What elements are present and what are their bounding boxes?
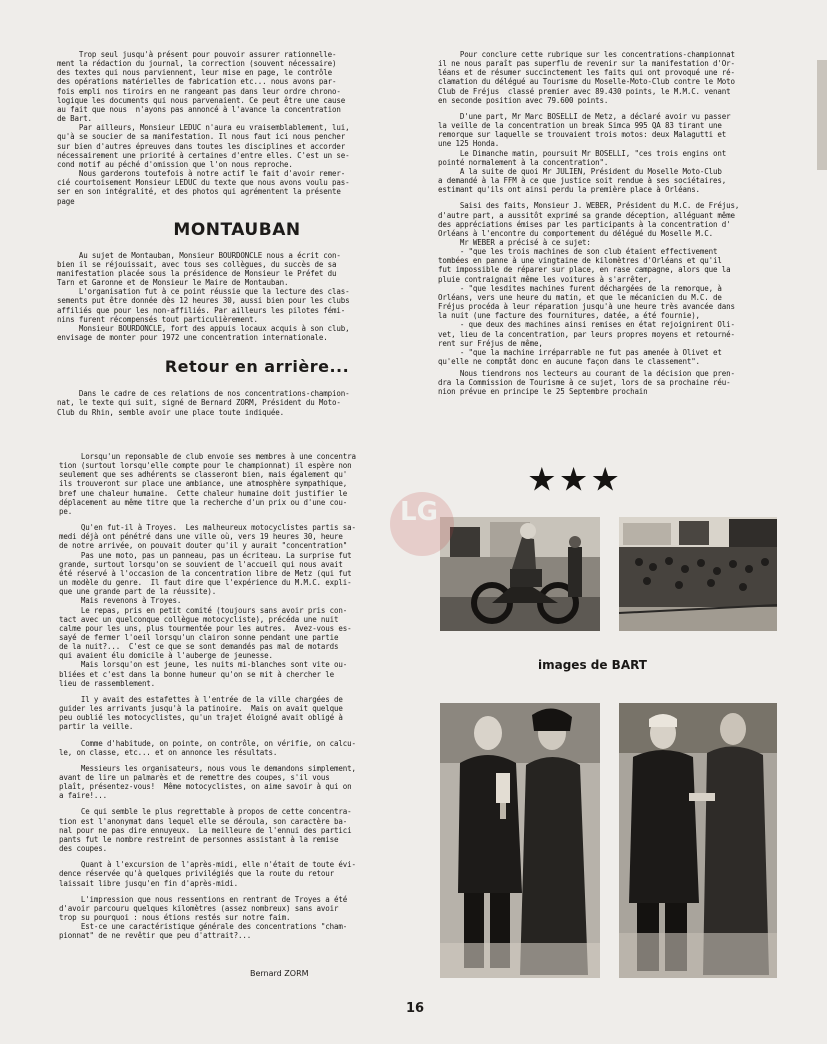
- zorm-paragraph: Le repas, pris en petit comité (toujours sans avoir pris con- tact avec un quelconque collègue motocycliste), précéda une nuit calme pour les uns, plus tourmentée pour les autres. Avez-vous es- sayé de fermer l'oeil lorsqu'un clairon sonne pendant une partie de la nuit?... C'est ce que se sont demandés pas mal de motards qui avaient élu domicile à l'auberge de jeunesse.: [59, 605, 352, 661]
- intro-paragraph-1: Trop seul jusqu'à présent pour pouvoir assurer rationnelle- ment la rédaction du journal, la correction (souvent nécessaire) des textes qui nous parviennent, leur mise en page, le contrôle des opérations matérielles de fabrication etc... nous avons par- fois empli nos tiroirs en ne rangeant pas dans leur ordre chrono- logique les documents qui nous parvenaient. Ce peut être une cause au fait que nous n'ayons pas annoncé à l'avance la concentration de Bart.: [57, 50, 346, 124]
- intro-paragraph-2: Par ailleurs, Monsieur LEDUC n'aura eu vraisemblablement, lui, qu'à se soucier de sa manifestation. Il nous faut ici nous pencher sur bien d'autres épreuves dans toutes les disciplines et accorder nécessairement une priorité à certaines d'entre elles. C'est un se- cond motif au péché d'omission que l'on nous reproche.: [57, 123, 350, 169]
- retour-title: Retour en arrière...: [164, 357, 350, 377]
- photo-caption: images de BART: [538, 658, 647, 672]
- photo-handshake: [619, 703, 777, 978]
- zorm-paragraph: Mais revenons à Troyes.: [59, 596, 182, 606]
- zorm-article: [59, 452, 409, 941]
- star-icon: ★★★: [528, 448, 624, 502]
- photo-crowd: [619, 517, 777, 631]
- right-paragraph: Saisi des faits, Monsieur J. WEBER, Président du M.C. de Fréjus, d'autre part, a aussitôt exprimé sa grande déception, alléguant même des appréciations émises par les participants à la concentration d' Orléans à l'encontre du comportement du délégué du Moselle M.C.: [438, 201, 740, 238]
- montauban-title: MONTAUBAN: [173, 219, 301, 240]
- zorm-paragraph: Qu'en fut-il à Troyes. Les malheureux motocyclistes partis sa- medi déjà ont pénétré dans une ville où, vers 19 heures 30, heure de notre arrivée, on pouvait douter qu'il y aurait "concentration": [59, 523, 356, 551]
- zorm-paragraph: Quant à l'excursion de l'après-midi, elle n'était de toute évi- dence réservée qu'à quelques privilégiés que la route du retour laissait libre jusqu'en fin d'après-midi.: [59, 860, 356, 888]
- zorm-paragraph: Il y avait des estafettes à l'entrée de la ville chargées de guider les arrivants jusqu'à la patinoire. Mais on avait quelque peu oublié les motocyclistes, qu'un trajet éloigné avait obligé à partir la veille.: [59, 694, 343, 732]
- right-paragraph: - "que la machine irréparrable ne fut pas amenée à Olivet et qu'elle ne comptât donc en aucune façon dans le classement".: [438, 347, 722, 366]
- page-edge: [817, 60, 827, 170]
- zorm-paragraph: Est-ce une caractéristique générale des concentrations "cham- pionnat" de ne revêtir que peu d'attrait?...: [59, 922, 348, 941]
- zorm-paragraph: Pas une moto, pas un panneau, pas un écriteau. La surprise fut grande, surtout lorsqu'on se souvient de l'accueil qui nous avait été réservé à l'occasion de la concentration libre de Metz (qui fut un modèle du genre. Il faut dire que l'expérience du M.M.C. expli- que une grande part de la réussite).: [59, 550, 352, 597]
- right-paragraph: A la suite de quoi Mr JULIEN, Président du Moselle Moto-Club a demandé à la FFM à ce que justice soit rendue à ses sociétaires, estimant qu'ils ont ainsi perdu la première place à Orléans.: [438, 166, 727, 195]
- right-paragraph: Pour conclure cette rubrique sur les concentrations-championnat il ne nous paraît pas superflu de revenir sur la manifestation d'Or- léans et de résumer succinctement les faits qui ont provoqué une ré- clamation du délégué au Tourisme du Moselle-Moto-Club contre le Moto Club de Fréjus classé premier avec 89.430 points, le M.M.C. venant en seconde position avec 79.600 points.: [438, 50, 735, 105]
- right-paragraph: D'une part, Mr Marc BOSELLI de Metz, a déclaré avoir vu passer la veille de la concentration un break Simca 995 QA 83 tirant une remorque sur laquelle se trouvaient trois motos: deux Malagutti et une 125 Honda.: [438, 111, 731, 149]
- right-paragraph: Le Dimanche matin, poursuit Mr BOSELLI, "ces trois engins ont pointé normalement à la concentration".: [438, 148, 727, 167]
- zorm-paragraph: L'impression que nous ressentions en rentrant de Troyes a été d'avoir parcouru quelques kilomètres (assez nombreux) sans avoir trop su pourquoi : nous étions restés sur notre faim.: [59, 894, 348, 923]
- zorm-paragraph: Messieurs les organisateurs, nous vous le demandons simplement, avant de lire un palmarès et de remettre des coupes, s'il vous plaît, présentez-vous! Même motocyclistes, on aime savoir à qui on a faire!...: [59, 763, 356, 801]
- intro-paragraph-3: Nous garderons toutefois à notre actif le fait d'avoir remer- cié courtoisement Monsieur LEDUC du texte que nous avons voulu pas- ser en son intégralité, et des photos qui agrémentent la présente page: [57, 169, 350, 206]
- right-paragraph: - "que les trois machines de son club étaient effectivement tombées en panne à une vingtaine de kilomètres d'Orléans et qu'il fut impossible de réparer sur place, en rase campagne, alors que la pluie contraignait même les voitures à s'arrêter,: [438, 247, 731, 284]
- right-column: [438, 50, 798, 397]
- zorm-paragraph: Mais lorsqu'on est jeune, les nuits mi-blanches sont vite ou- bliées et c'est dans la bonne humeur qu'on se mit à chercher le lieu de rassemblement.: [59, 660, 348, 688]
- retour-intro: Dans le cadre de ces relations de nos concentrations-champion- nat, le texte qui suit, signé de Bernard ZORM, Président du Moto- Club du Rhin, semble avoir une place toute indiquée.: [57, 389, 350, 417]
- right-paragraph: - "que lesdites machines furent déchargées de la remorque, à Orléans, vers une heure du matin, et que le mécanicien du M.C. de Fréjus procéda à leur réparation jusqu'à une heure très avancée dans la nuit (une facture des fournitures, datée, a été fournie),: [438, 283, 735, 321]
- signature: Bernard ZORM: [250, 969, 309, 978]
- page-number: 16: [406, 1001, 425, 1016]
- watermark-text: LG: [400, 497, 438, 527]
- photo-trophy-presentation: [440, 703, 600, 978]
- right-paragraph: Mr WEBER a précisé à ce sujet:: [438, 237, 591, 247]
- zorm-paragraph: Lorsqu'un reponsable de club envoie ses membres à une concentra tion (surtout lorsqu'elle compte pour le championnat) il espère non seulement que ses adhérents se classeront bien, mais également qu' ils trouveront sur place une ambiance, une atmosphère sympathique, bref une chaleur humaine. Cette chaleur humaine doit justifier le déplacement au même titre que la recherche d'un prix ou d'une cou- pe.: [59, 452, 356, 516]
- zorm-paragraph: Ce qui semble le plus regrettable à propos de cette concentra- tion est l'anonymat dans lequel elle se déroula, son caractère ba- nal pour ne pas dire ennuyeux. La meilleure de l'ennui des partici pants fut le nombre restreint de personnes assistant à la remise des coupes.: [59, 807, 352, 854]
- watermark-logo: [382, 476, 472, 566]
- right-paragraph: - que deux des machines ainsi remises en état rejoignirent Oli- vet, lieu de la concentration, par leurs propres moyens et retourné- rent sur Fréjus de même,: [438, 320, 735, 348]
- montauban-paragraph-1: Au sujet de Montauban, Monsieur BOURDONCLE nous a écrit con- bien il se réjouissait, avec tous ses collègues, du succès de sa manifestation placée sous la présidence de Monsieur le Préfet du Tarn et Garonne et de Monsieur le Maire de Montauban.: [57, 250, 341, 288]
- left-column: [57, 50, 407, 417]
- right-paragraph: Nous tiendrons nos lecteurs au courant de la décision que pren- dra la Commission de Tourisme à ce sujet, lors de sa prochaine réu- nion prévue en principe le 25 Septembre prochain: [438, 369, 735, 397]
- montauban-paragraph-3: Monsieur BOURDONCLE, fort des appuis locaux acquis à son club, envisage de monter pour 1972 une concentration internationale.: [57, 323, 350, 343]
- montauban-paragraph-2: L'organisation fut à ce point réussie que la lecture des clas- sements put être donnée dès 12 heures 30, aussi bien pour les clubs affiliés que pour les non-affiliés. Par ailleurs les pilotes fémi- nins furent récompensés tout particulièrement.: [57, 287, 350, 324]
- zorm-paragraph: Comme d'habitude, on pointe, on contrôle, on vérifie, on calcu- le, on classe, etc... et on annonce les résultats.: [59, 738, 356, 757]
